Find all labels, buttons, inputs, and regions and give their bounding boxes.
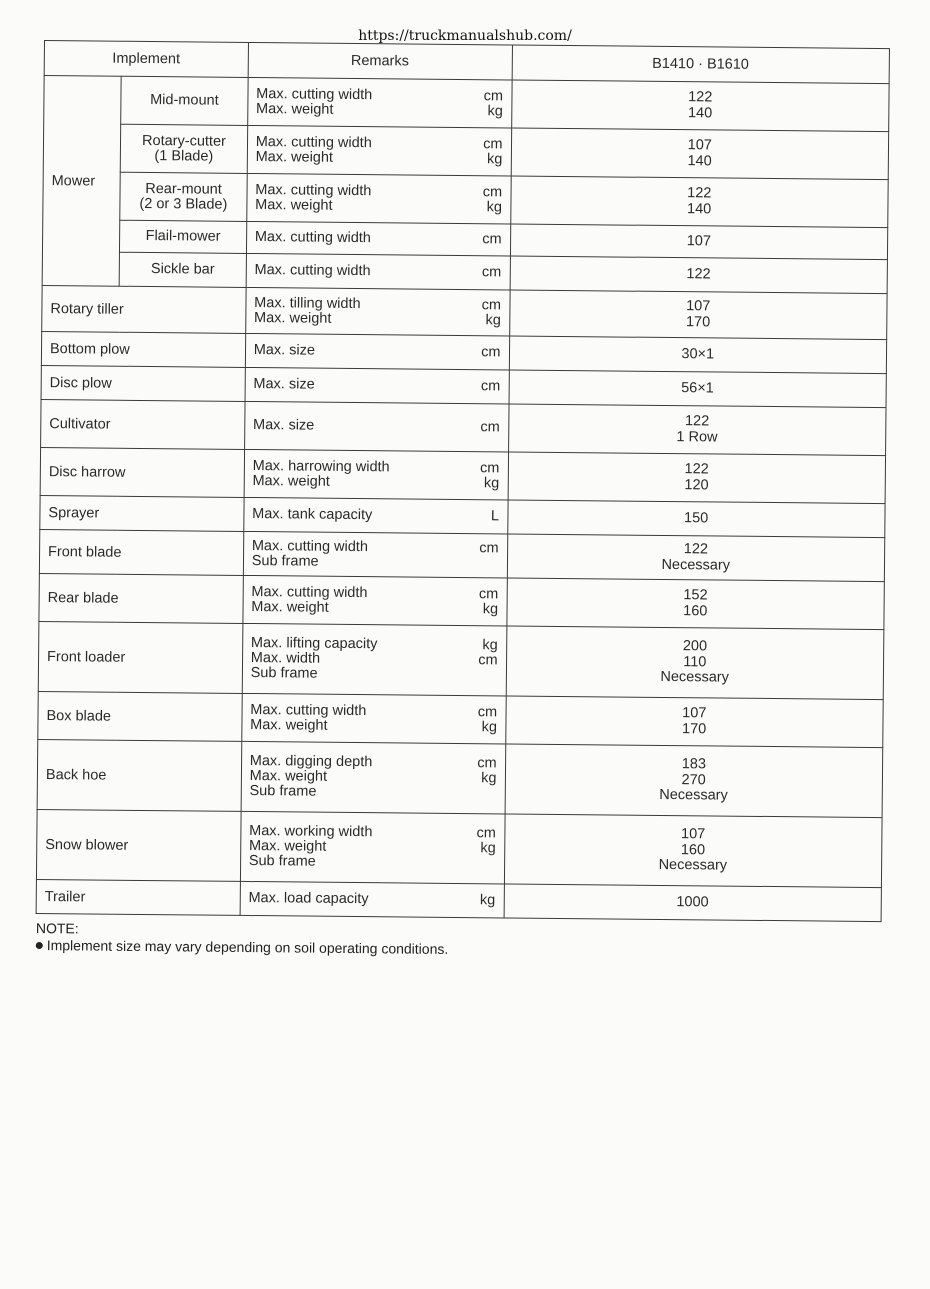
value-line: 122 (684, 461, 709, 478)
remarks-cell (243, 575, 507, 626)
value-cell (506, 578, 884, 630)
remark-line (251, 600, 498, 617)
value-line: 200 (682, 638, 708, 655)
value-line: 150 (684, 509, 709, 527)
table-row (37, 739, 883, 817)
remark-unit: kg (482, 637, 498, 654)
value-line: 270 (681, 771, 706, 789)
remark-unit: cm (481, 344, 501, 361)
note-title: NOTE: (35, 920, 79, 937)
remark-text: Max. weight (250, 716, 328, 734)
remark-text: Max. size (253, 376, 315, 393)
mower-label: Mower (42, 76, 121, 287)
remarks-cell (247, 173, 511, 224)
remark-text: Max. harrowing width (252, 457, 390, 475)
remark-text: Sub frame (251, 552, 319, 570)
value-line: 122 (687, 185, 712, 202)
remark-line (252, 507, 499, 524)
remark-unit: cm (481, 264, 502, 281)
remarks-cell (245, 287, 509, 336)
remark-line (252, 554, 499, 571)
remark-line (249, 854, 496, 871)
remarks-cell (247, 77, 511, 128)
value-line: 152 (683, 587, 708, 604)
table-row (38, 621, 884, 699)
value-line: Necessary (661, 556, 731, 574)
mower-type-label (121, 76, 248, 125)
remark-text: Max. tilling width (254, 294, 361, 312)
mower-type-line: Sickle bar (150, 261, 215, 278)
value-cell (509, 290, 887, 340)
remark-line (256, 102, 503, 119)
remark-unit: kg (481, 770, 497, 787)
remark-text: Max. cutting width (251, 583, 368, 601)
remark-unit: cm (479, 539, 499, 556)
remarks-cell (240, 811, 504, 884)
value-cell (511, 80, 889, 132)
remarks-cell (246, 253, 510, 290)
remark-unit: kg (480, 840, 496, 857)
remarks-cell (246, 221, 510, 256)
mower-type-label (120, 220, 247, 253)
value-line: Necessary (660, 669, 729, 686)
remark-unit: cm (478, 585, 499, 602)
value-cell (505, 744, 883, 818)
remarks-cell (241, 741, 505, 814)
mower-type-line: Rear-mount (145, 180, 222, 198)
implement-name: Rear blade (39, 573, 243, 623)
remark-unit: cm (480, 459, 500, 476)
table-row (42, 285, 887, 339)
value-line: 140 (687, 152, 712, 169)
remark-text: Max. digging depth (249, 753, 373, 771)
remark-text: Max. weight (249, 768, 328, 785)
mower-type-line: Mid-mount (150, 92, 219, 109)
value-line: 122 (684, 413, 710, 430)
value-cell (508, 404, 886, 456)
remark-text: Max. tank capacity (252, 506, 373, 524)
value-line: 110 (683, 653, 707, 671)
value-cell (510, 256, 888, 294)
value-line: 1000 (676, 893, 709, 911)
mower-type-line: Rotary-cutter (142, 132, 226, 150)
mower-type-line: Flail-mower (145, 227, 221, 245)
value-line: 183 (681, 756, 707, 773)
source-url: https://truckmanualshub.com/ (358, 28, 572, 44)
table-row (39, 573, 884, 629)
value-line: Necessary (658, 857, 728, 874)
implement-spec-table (36, 40, 890, 922)
value-cell (505, 696, 883, 748)
value-line: 160 (680, 841, 706, 859)
remark-text: Max. weight (252, 472, 330, 490)
remarks-cell (244, 497, 508, 534)
remarks-cell (240, 881, 504, 918)
remark-unit: cm (483, 87, 504, 104)
remark-text: Sub frame (248, 853, 316, 870)
remarks-cell (245, 333, 509, 370)
remark-unit: kg (486, 198, 503, 215)
table-body (36, 76, 889, 922)
note-item (36, 936, 449, 958)
remark-line (256, 150, 503, 167)
remark-text: Max. working width (249, 823, 373, 841)
value-cell (504, 814, 882, 888)
note-item-text: Implement size may vary depending on soil operating conditions. (46, 937, 449, 957)
mower-type-line: (1 Blade) (154, 147, 214, 165)
remark-unit: cm (482, 183, 503, 200)
value-line: 107 (686, 232, 712, 250)
remark-unit: kg (486, 150, 503, 167)
table-row (44, 76, 889, 132)
remark-text: Max. cutting width (254, 229, 371, 247)
remarks-cell (245, 367, 509, 404)
table-row (40, 447, 885, 503)
remark-text: Max. size (253, 342, 316, 359)
value-line: 140 (686, 200, 712, 217)
table-row (43, 124, 888, 180)
remarks-cell (242, 693, 506, 744)
mower-type-label (119, 252, 246, 287)
remark-unit: cm (483, 135, 503, 152)
table-row (36, 809, 882, 887)
remark-unit: cm (477, 703, 498, 720)
value-line: 107 (682, 705, 707, 722)
remarks-cell (244, 401, 508, 452)
value-line: 107 (686, 298, 711, 315)
implement-name: Bottom plow (41, 331, 245, 367)
remark-text: Sub frame (250, 665, 318, 682)
mower-type-label (120, 124, 247, 173)
remark-unit: kg (483, 474, 500, 491)
remark-line (255, 230, 502, 247)
remark-text: Max. load capacity (248, 890, 369, 908)
implement-name: Back hoe (37, 739, 241, 811)
implement-name: Front blade (39, 529, 243, 575)
remark-line (251, 666, 498, 683)
remark-line (254, 311, 501, 328)
remark-line (248, 891, 495, 908)
remark-unit: cm (477, 755, 497, 772)
value-cell (506, 626, 884, 700)
implement-name: Rotary tiller (42, 285, 246, 333)
remark-text: Max. cutting width (255, 181, 372, 199)
value-line: 56×1 (681, 379, 714, 397)
remark-text: Max. weight (255, 148, 334, 166)
remark-text: Max. weight (256, 100, 334, 118)
value-line: 107 (680, 826, 706, 843)
remark-text: Sub frame (249, 783, 317, 800)
value-line: 140 (687, 104, 713, 121)
header-implement: Implement (44, 41, 248, 78)
remark-unit: kg (485, 311, 501, 328)
value-line: 1 Row (676, 428, 718, 445)
remark-line (250, 718, 497, 735)
remarks-cell (247, 125, 511, 176)
remark-line (253, 418, 500, 435)
remark-text: Max. cutting width (251, 537, 369, 555)
remark-line (255, 198, 502, 215)
value-cell (511, 128, 889, 180)
value-line: 170 (681, 720, 707, 737)
value-line: 122 (688, 89, 713, 106)
remark-unit: kg (482, 600, 499, 617)
table-row (36, 879, 881, 921)
remark-unit: kg (481, 718, 498, 735)
value-line: Necessary (659, 787, 728, 804)
implement-name: Snow blower (36, 809, 240, 881)
value-cell (507, 500, 885, 538)
remark-text: Max. cutting width (254, 262, 371, 280)
remark-unit: cm (478, 652, 498, 669)
remark-text: Max. cutting width (250, 701, 367, 719)
value-cell (504, 884, 882, 922)
remark-unit: cm (481, 296, 502, 313)
remark-text: Max. weight (248, 838, 327, 855)
remark-line (254, 343, 501, 360)
remark-line (249, 784, 496, 801)
remark-unit: cm (480, 419, 500, 436)
remark-unit: kg (487, 102, 503, 119)
value-cell (510, 176, 888, 228)
remark-line (252, 474, 499, 491)
remark-text: Max. weight (255, 196, 333, 214)
value-line: 122 (686, 265, 711, 283)
remark-text: Max. weight (251, 598, 329, 616)
value-cell (508, 452, 886, 504)
implement-name: Box blade (38, 691, 242, 741)
remark-text: Max. cutting width (256, 85, 373, 103)
implement-name: Disc plow (41, 365, 245, 401)
remarks-cell (243, 531, 507, 578)
remarks-cell (244, 449, 508, 500)
remark-text: Max. lifting capacity (250, 635, 378, 653)
value-cell (507, 534, 885, 582)
mower-type-line: (2 or 3 Blade) (139, 195, 228, 213)
implement-name: Sprayer (40, 495, 244, 531)
implement-name: Trailer (36, 879, 240, 915)
implement-name: Disc harrow (40, 447, 244, 497)
value-cell (509, 336, 887, 374)
remark-unit: cm (480, 378, 501, 395)
remark-unit: cm (482, 231, 502, 248)
remark-line (254, 263, 501, 280)
remark-unit: cm (476, 825, 496, 842)
value-line: 120 (684, 476, 709, 493)
value-line: 160 (683, 602, 708, 619)
remark-unit: kg (479, 892, 496, 909)
header-model: B1410 · B1610 (512, 45, 890, 84)
value-cell (510, 224, 888, 260)
remark-text: Max. size (252, 417, 315, 434)
bullet-icon (36, 941, 43, 948)
remark-unit: L (490, 508, 500, 525)
remark-text: Max. width (250, 650, 321, 667)
table-row (38, 691, 883, 747)
value-cell (509, 370, 887, 408)
table-row (41, 399, 886, 455)
remark-line (253, 377, 500, 394)
remarks-cell (242, 623, 506, 696)
remark-text: Max. weight (254, 309, 332, 327)
value-line: 170 (685, 313, 711, 330)
value-line: 30×1 (681, 345, 715, 363)
remark-text: Max. cutting width (255, 133, 372, 151)
value-line: 107 (687, 137, 712, 154)
mower-type-label (120, 172, 247, 221)
header-remarks: Remarks (248, 42, 512, 80)
implement-name: Cultivator (41, 399, 245, 449)
note-section (36, 920, 449, 958)
implement-name: Front loader (38, 621, 242, 693)
table-row (43, 171, 888, 227)
value-line: 122 (683, 541, 709, 558)
